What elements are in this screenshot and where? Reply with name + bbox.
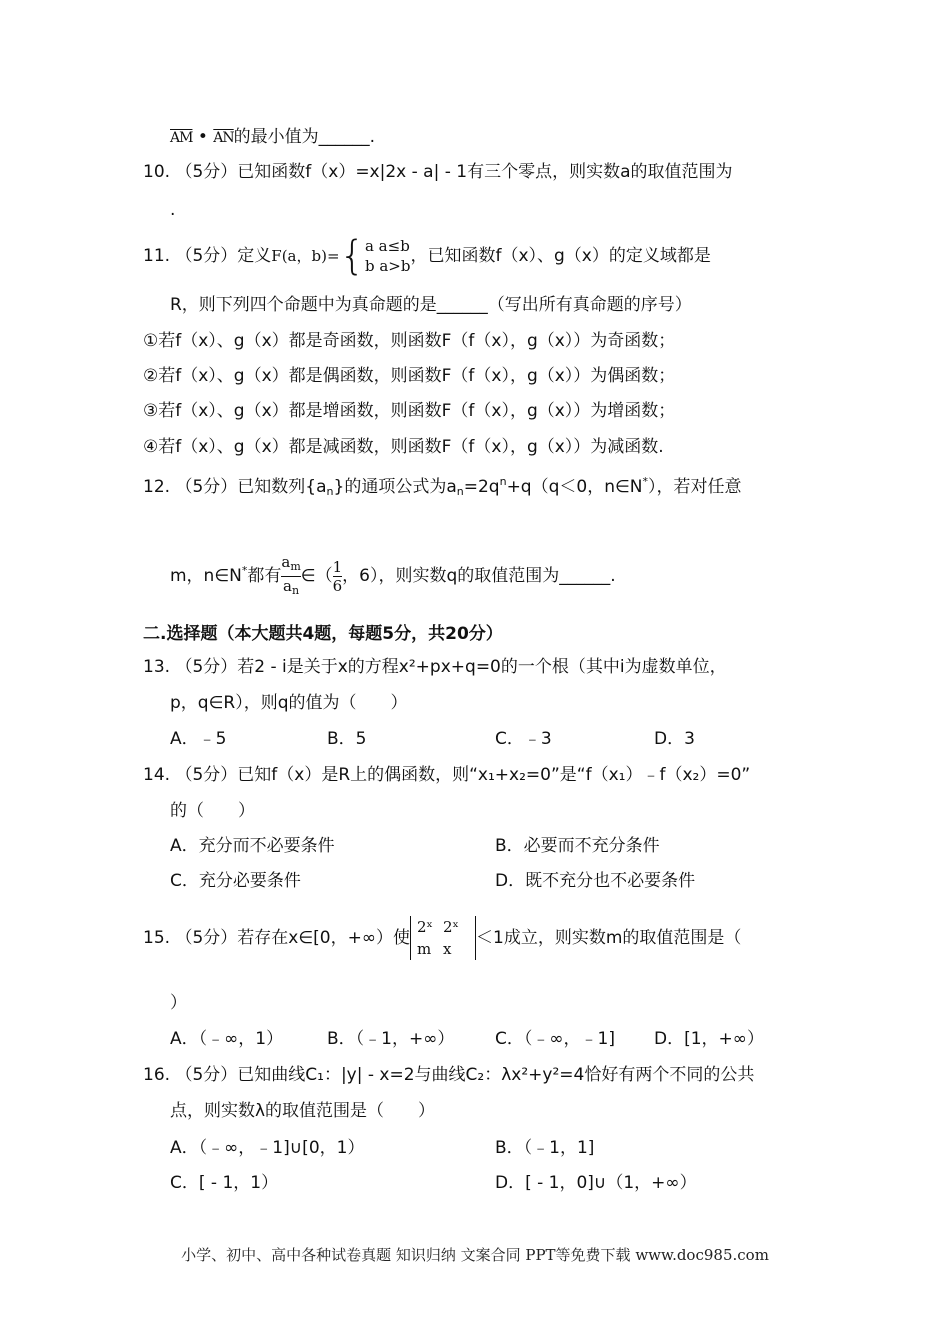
q16-option-a: A．（﹣∞，﹣1]∪[0，1） [170,1138,365,1158]
q12-cont [170,547,616,600]
q15-option-c: C．（﹣∞，﹣1] [495,1029,615,1049]
q12-sup-2: * [642,475,649,488]
q16-option-b: B．（﹣1，1] [495,1138,595,1158]
q12-cont-pre: m，n∈N [170,566,242,586]
q14-option-c: C．充分必要条件 [170,871,301,891]
q12-pre: （5分）已知数列{a [175,477,327,497]
q16-option-d: D．[ - 1，0]∪（1，+∞） [495,1173,697,1193]
q11-number: 11. [143,246,171,266]
q11-item-3: ③若f（x）、g（x）都是增函数，则函数F（f（x），g（x））为增函数； [143,401,676,421]
q13-line [143,655,727,679]
q12-sub-1: n [326,485,334,498]
q13-option-c: C．﹣3 [495,729,552,749]
frac-num: a [281,552,291,571]
q16-line [143,1063,754,1087]
q15-option-d: D．[1，+∞） [654,1029,764,1049]
q10-line [143,160,732,184]
piecewise-row-1: a a≤b [364,237,410,255]
q10-text: （5分）已知函数f（x）=x|2x - a| - 1有三个零点，则实数a的取值范围为 [175,162,733,182]
q14-option-b: B．必要而不充分条件 [495,836,660,856]
q15-post: ＜1成立，则实数m的取值范围是（ [476,928,742,948]
q14-number: 14. [143,765,171,785]
q12-sup-1: n [499,475,507,488]
q12-interval-end: ，6），则实数q的取值范围为______. [342,566,616,586]
dot-operator: • [197,127,208,147]
q13-option-b: B．5 [327,729,367,749]
section-heading: 二.选择题（本大题共4题，每题5分，共20分） [143,624,503,644]
q15-option-b: B．（﹣1，+∞） [327,1029,455,1049]
q11-post: ，已知函数f（x）、g（x）的定义域都是 [410,246,711,266]
fraction-one-sixth [333,558,343,595]
frac-6: 6 [332,576,343,595]
q13-option-d: D．3 [654,729,695,749]
q9-tail [170,125,375,150]
det-cell-22: x [443,940,452,958]
q12-line [143,470,742,504]
det-cell-21: m [417,940,432,958]
q12-number: 12. [143,477,171,497]
q12-mid-1: }的通项公式为a [333,477,457,497]
piecewise-row-2: b a>b [364,257,411,275]
q10-number: 10. [143,162,171,182]
q15-cont: ） [170,993,187,1013]
q10-cont: . [170,200,176,220]
q12-mid-2: =2q [463,477,500,497]
vector-an: $\overline{AN}$ [213,130,234,146]
q14-text: （5分）已知f（x）是R上的偶函数，则“x₁+x₂=0”是“f（x₁）﹣f（x₂）=0” [175,765,751,785]
q12-sub-2: n [456,485,464,498]
q11-item-2: ②若f（x）、g（x）都是偶函数，则函数F（f（x），g（x））为偶函数； [143,366,676,386]
frac-num-sub: m [290,559,301,573]
q12-post: ），若对任意 [648,477,742,497]
q15-option-a: A．（﹣∞，1） [170,1029,284,1049]
q12-interval: ∈（ [300,566,333,586]
q12-cont-sup: * [241,564,248,577]
q14-line [143,763,750,787]
q11-pre: （5分）定义 [175,246,272,266]
q11-item-1: ①若f（x）、g（x）都是奇函数，则函数F（f（x），g（x））为奇函数； [143,331,676,351]
q13-number: 13. [143,657,171,677]
q14-option-d: D．既不充分也不必要条件 [495,871,696,891]
q12-mid-3: +q（q＜0，n∈N [506,477,643,497]
q15-pre: （5分）若存在x∈[0，+∞）使 [175,928,410,948]
q15-number: 15. [143,928,171,948]
q11-item-4: ④若f（x）、g（x）都是减函数，则函数F（f（x），g（x））为减函数. [143,437,664,457]
det-cell-11: 2ˣ [417,918,433,936]
q14-cont: 的（ ） [170,801,255,821]
determinant [410,916,476,960]
q9-tail-text: 的最小值为______. [233,127,376,147]
page-footer: 小学、初中、高中各种试卷真题 知识归纳 文案合同 PPT等免费下载 www.doc985.com [181,1246,769,1264]
q16-option-c: C．[ - 1，1） [170,1173,279,1193]
q11-line [143,234,711,278]
q11-cont: R，则下列四个命题中为真命题的是______（写出所有真命题的序号） [170,295,692,315]
q12-cont-mid: 都有 [247,566,282,586]
q15-line [143,912,741,964]
vector-am: $\overline{AM}$ [170,130,193,146]
frac-den-sub: n [292,583,300,597]
q13-cont: p，q∈R），则q的值为（ ） [170,693,408,713]
piecewise-rows [365,236,410,276]
q16-cont: 点，则实数λ的取值范围是（ ） [170,1101,436,1121]
q16-number: 16. [143,1065,171,1085]
q14-option-a: A．充分而不必要条件 [170,836,335,856]
q16-text: （5分）已知曲线C₁：|y| - x=2与曲线C₂：λx²+y²=4恰好有两个不同的公共 [175,1065,755,1085]
piecewise-brace: { [339,233,365,279]
q11-func: F(a，b)= [271,247,340,265]
q13-option-a: A．﹣5 [170,729,227,749]
frac-1: 1 [332,557,343,576]
det-cell-12: 2ˣ [443,918,459,936]
fraction-am-an [281,553,300,600]
frac-den: a [283,576,292,595]
q13-text: （5分）若2 - i是关于x的方程x²+px+q=0的一个根（其中i为虚数单位， [175,657,727,677]
